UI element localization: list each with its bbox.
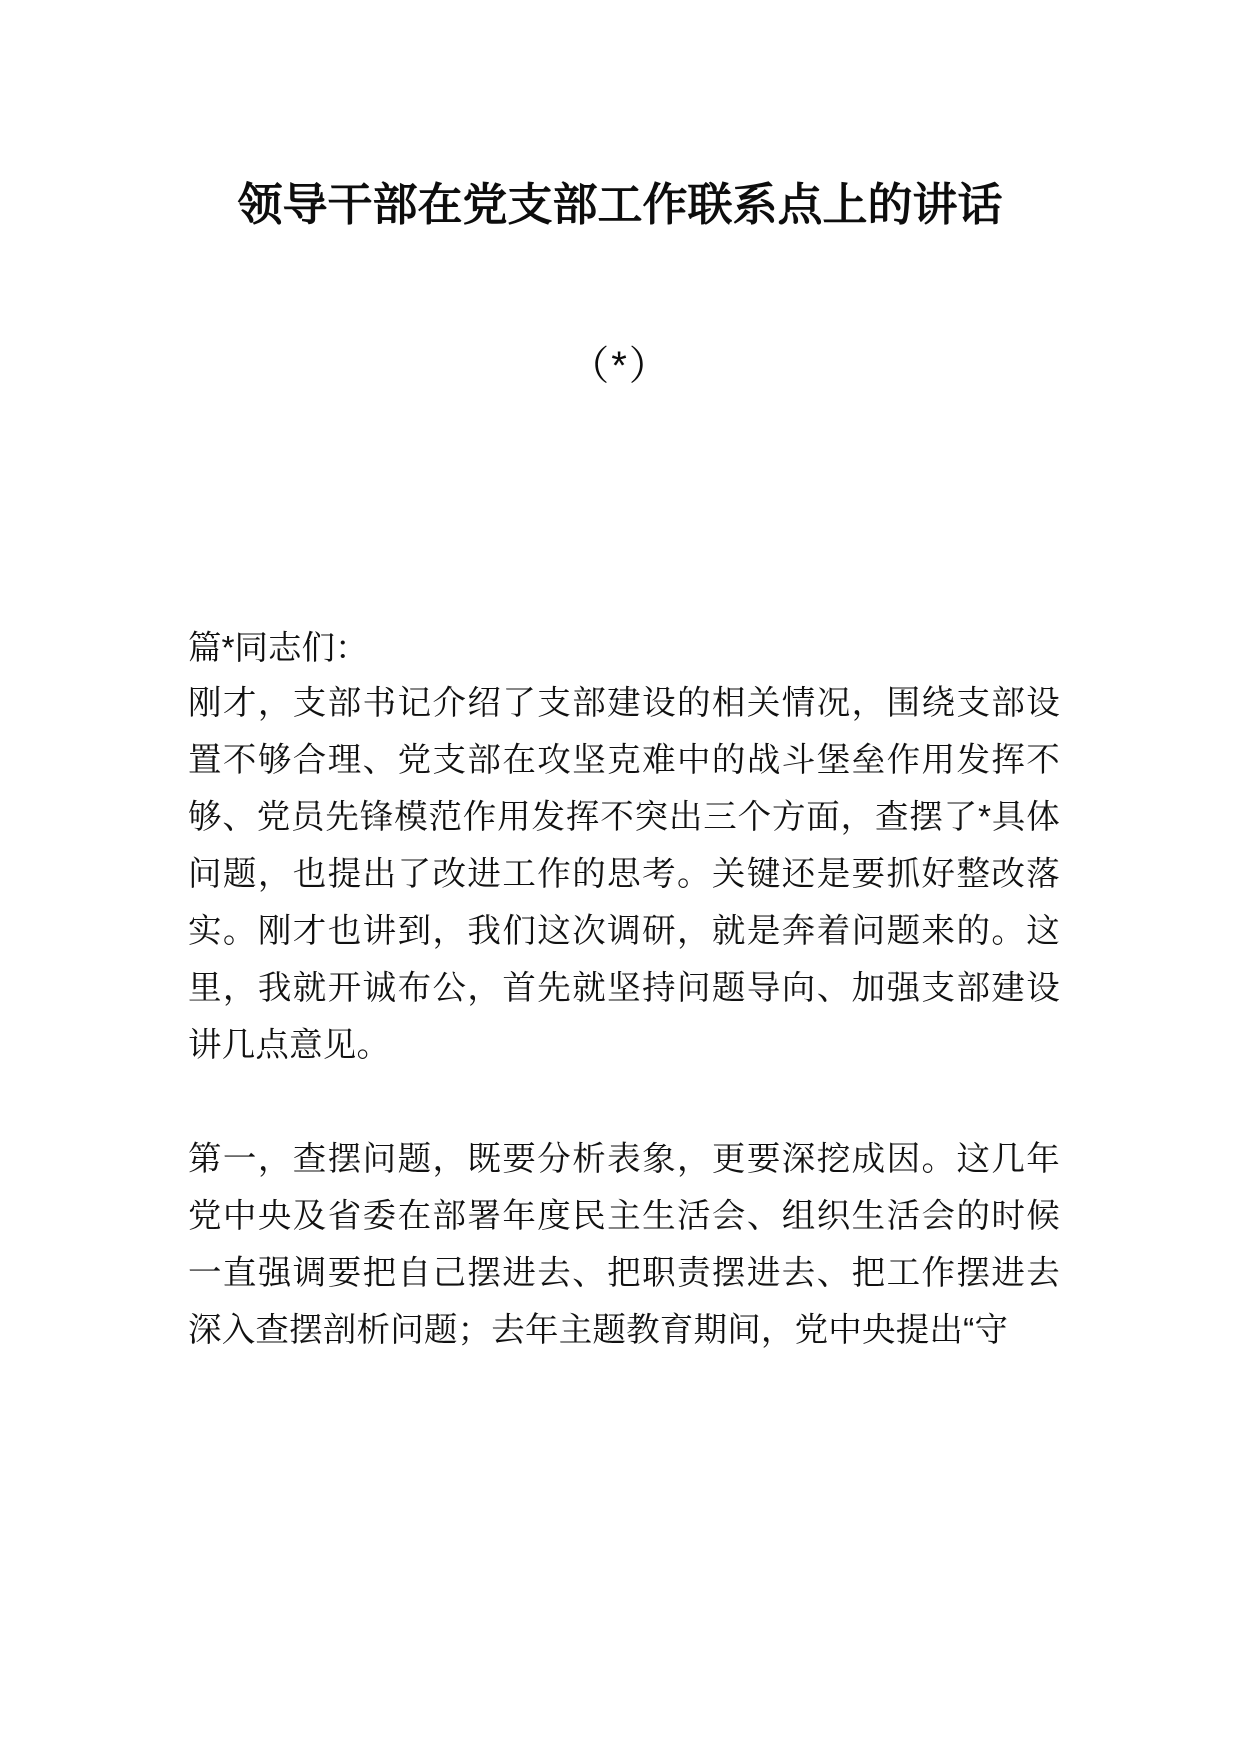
salutation-line: 篇*同志们： [188, 630, 369, 667]
document-subtitle: （*） [569, 344, 671, 388]
body-paragraph: 刚才，支部书记介绍了支部建设的相关情况，围绕支部设置不够合理、党支部在攻坚克难中的战斗堡垒作用发挥不够、党员先锋模范作用发挥不突出三个方面，查摆了*具体问题，也提出了改进工作的思考。关键还是要抓好整改落实。刚才也讲到，我们这次调研，就是奔着问题来的。这里，我就开诚布公，首先就坚持问题导向、加强支部建设讲几点意见。 [188, 685, 1060, 1064]
page-title: 领导干部在党支部工作联系点上的讲话 [237, 179, 1003, 230]
document-body [188, 620, 1060, 677]
document-paragraph-1-wrap [188, 675, 1060, 1074]
body-paragraph: 第一，查摆问题，既要分析表象，更要深挖成因。这几年党中央及省委在部署年度民主生活会、组织生活会的时候一直强调要把自己摆进去、把职责摆进去、把工作摆进去深入查摆剖析问题；去年主题教育期间，党中央提出“守 [188, 1141, 1060, 1349]
document-paragraph-2-wrap [188, 1131, 1060, 1359]
